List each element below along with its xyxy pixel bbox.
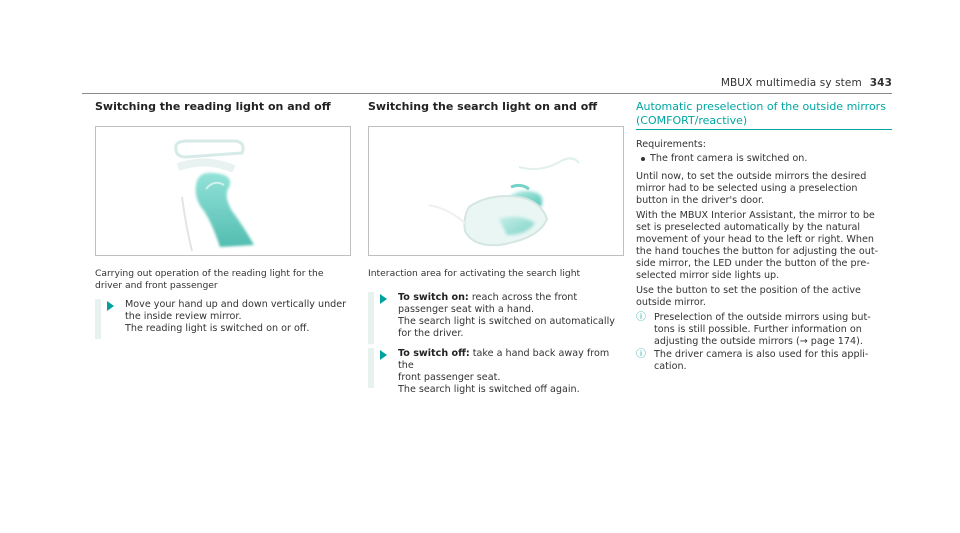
step-text: the inside review mirror.	[125, 311, 242, 322]
bullet-icon	[641, 157, 645, 161]
step-bar	[368, 348, 374, 388]
page-header	[0, 0, 960, 100]
reading-light-step	[95, 299, 349, 339]
requirement-text: The front camera is switched on.	[650, 153, 808, 164]
step-arrow-icon	[380, 294, 387, 304]
switch-on-step	[368, 292, 622, 344]
page-number: 343	[869, 77, 892, 89]
text-line: tons is still possible. Further information on	[654, 324, 862, 335]
switch-off-step	[368, 348, 622, 395]
text-line: The driver camera is also used for this appli-	[654, 349, 869, 360]
requirements-label: Requirements:	[636, 139, 706, 150]
text-line: selected mirror side lights up.	[636, 270, 780, 281]
search-light-caption: Interaction area for activating the search light	[368, 268, 581, 279]
heading-line: Automatic preselection of the outside mirrors	[636, 100, 886, 113]
running-header	[721, 77, 892, 89]
step-arrow-icon	[380, 350, 387, 360]
reading-light-illustration	[96, 127, 350, 255]
text-line: Preselection of the outside mirrors using but-	[654, 312, 871, 323]
text-line: side mirror, the LED under the button of the pre-	[636, 258, 870, 269]
text-line: button in the driver's door.	[636, 195, 765, 206]
step-text-part: reach across the front	[468, 292, 578, 303]
text-line: the hand touches the button for adjusting the out-	[636, 246, 879, 257]
heading-rule	[636, 129, 892, 130]
section-title: MBUX multimedia sy stem	[720, 77, 862, 89]
caption-line: driver and front passenger	[95, 280, 218, 291]
heading-line: (COMFORT/reactive)	[636, 114, 748, 127]
search-light-heading: Switching the search light on and off	[368, 100, 598, 113]
text-line: set is preselected automatically by the natural	[636, 222, 861, 233]
paragraph-1	[636, 171, 892, 207]
text-line: Use the button to set the position of the active	[636, 285, 861, 296]
step-text: Move your hand up and down vertically under	[125, 299, 347, 310]
requirement-item	[636, 153, 892, 165]
text-line: Until now, to set the outside mirrors the desired	[636, 171, 867, 182]
info-note-2	[636, 349, 892, 373]
search-light-section	[368, 100, 623, 395]
step-text-part: take a hand back away from the	[398, 348, 610, 371]
step-arrow-icon	[107, 301, 114, 311]
text-line: outside mirror.	[636, 297, 706, 308]
text-line: adjusting the outside mirrors (→ page 174).	[654, 336, 863, 347]
reading-light-caption	[95, 268, 349, 292]
header-rule	[82, 93, 892, 94]
step-text: passenger seat with a hand.	[398, 304, 535, 315]
step-bar	[95, 299, 101, 339]
step-text: front passenger seat.	[398, 372, 501, 383]
info-icon: ⓘ	[636, 349, 646, 360]
reading-light-heading: Switching the reading light on and off	[95, 100, 331, 113]
info-icon: ⓘ	[636, 312, 646, 323]
mirror-heading	[636, 100, 892, 128]
step-text	[398, 348, 622, 372]
search-light-illustration	[369, 127, 623, 255]
caption-line: Carrying out operation of the reading light for the	[95, 268, 324, 279]
step-text: for the driver.	[398, 328, 464, 339]
reading-light-figure	[95, 126, 351, 256]
info-note-1	[636, 312, 892, 348]
text-line: mirror had to be selected using a preselection	[636, 183, 858, 194]
text-line: With the MBUX Interior Assistant, the mirror to be	[636, 210, 875, 221]
paragraph-2	[636, 210, 892, 282]
mirror-preselection-section	[636, 100, 892, 373]
text-line: cation.	[654, 361, 687, 372]
step-label: To switch on:	[398, 292, 469, 303]
content	[636, 139, 892, 373]
paragraph-3	[636, 285, 892, 309]
reading-light-section	[95, 100, 350, 334]
step-bar	[368, 292, 374, 344]
search-light-figure	[368, 126, 624, 256]
step-text	[398, 292, 622, 304]
text-line: movement of your head to the left or right. When	[636, 234, 874, 245]
step-label: To switch off:	[398, 348, 470, 359]
step-text: The search light is switched off again.	[398, 384, 580, 395]
step-text: The search light is switched on automatically	[398, 316, 615, 327]
step-text: The reading light is switched on or off.	[125, 323, 310, 334]
